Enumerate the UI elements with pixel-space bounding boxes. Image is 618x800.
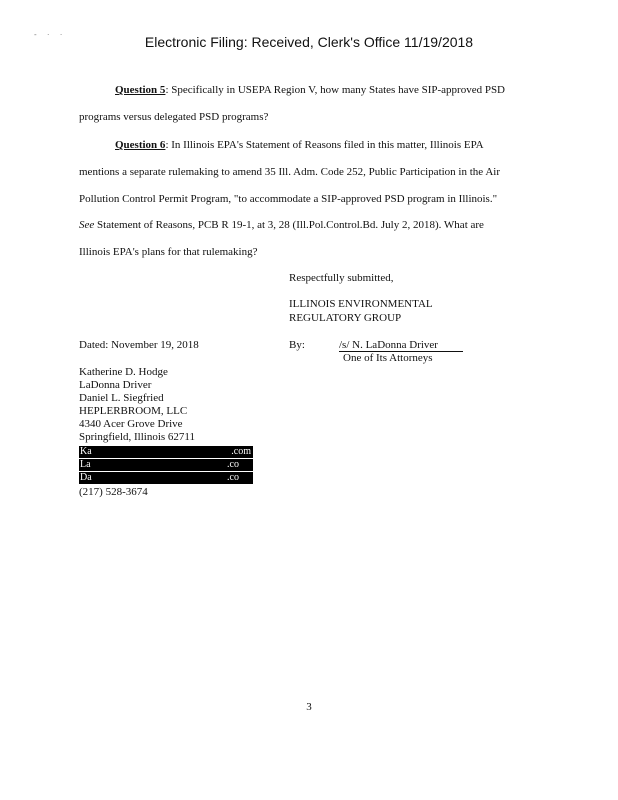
address-line-1: 4340 Acer Grove Drive <box>79 418 183 430</box>
redacted-email-1-start: Ka <box>80 446 92 457</box>
counsel-name-1: Katherine D. Hodge <box>79 366 168 378</box>
question-5-line-1 <box>115 84 505 96</box>
question-6-text: : In Illinois EPA's Statement of Reasons filed in this matter, Illinois EPA <box>165 139 484 151</box>
signature-line: /s/ N. LaDonna Driver <box>339 339 463 352</box>
question-6-line-2: mentions a separate rulemaking to amend 35 Ill. Adm. Code 252, Public Participation in the Air <box>79 166 500 178</box>
redacted-email-2 <box>79 459 253 471</box>
question-5-line-2: programs versus delegated PSD programs? <box>79 111 269 123</box>
redacted-email-3-end: .co <box>227 472 239 483</box>
redacted-email-1-end: .com <box>231 446 251 457</box>
question-6-line-4 <box>79 219 484 231</box>
org-name-line-2: REGULATORY GROUP <box>289 312 402 324</box>
respectfully-submitted: Respectfully submitted, <box>289 272 394 284</box>
attorney-title: One of Its Attorneys <box>343 352 433 364</box>
redacted-email-3-start: Da <box>80 472 92 483</box>
by-label: By: <box>289 339 305 351</box>
filing-header: Electronic Filing: Received, Clerk's Office 11/19/2018 <box>144 34 474 50</box>
scan-marks: - · · <box>34 30 67 39</box>
question-5-label: Question 5 <box>115 84 166 96</box>
firm-name: HEPLERBROOM, LLC <box>79 405 188 417</box>
page-number: 3 <box>306 701 312 713</box>
org-name-line-1: ILLINOIS ENVIRONMENTAL <box>289 298 433 310</box>
phone-number: (217) 528-3674 <box>79 486 148 498</box>
counsel-name-2: LaDonna Driver <box>79 379 152 391</box>
redacted-email-1 <box>79 446 253 458</box>
question-6-line-1 <box>115 139 484 151</box>
question-5-text: : Specifically in USEPA Region V, how many States have SIP-approved PSD <box>165 84 506 96</box>
citation-signal: See <box>79 219 95 231</box>
counsel-name-3: Daniel L. Siegfried <box>79 392 164 404</box>
redacted-email-2-end: .co <box>227 459 239 470</box>
question-6-line-3: Pollution Control Permit Program, "to accommodate a SIP-approved PSD program in Illinois." <box>79 193 498 205</box>
citation-text: Statement of Reasons, PCB R 19-1, at 3, 28 (Ill.Pol.Control.Bd. July 2, 2018). What are <box>94 219 484 231</box>
counsel-block <box>79 366 195 444</box>
redacted-email-3 <box>79 472 253 484</box>
redacted-email-2-start: La <box>80 459 91 470</box>
dated-line: Dated: November 19, 2018 <box>79 339 199 351</box>
question-6-line-5: Illinois EPA's plans for that rulemaking? <box>79 246 258 258</box>
address-line-2: Springfield, Illinois 62711 <box>79 431 196 443</box>
question-6-label: Question 6 <box>115 139 166 151</box>
